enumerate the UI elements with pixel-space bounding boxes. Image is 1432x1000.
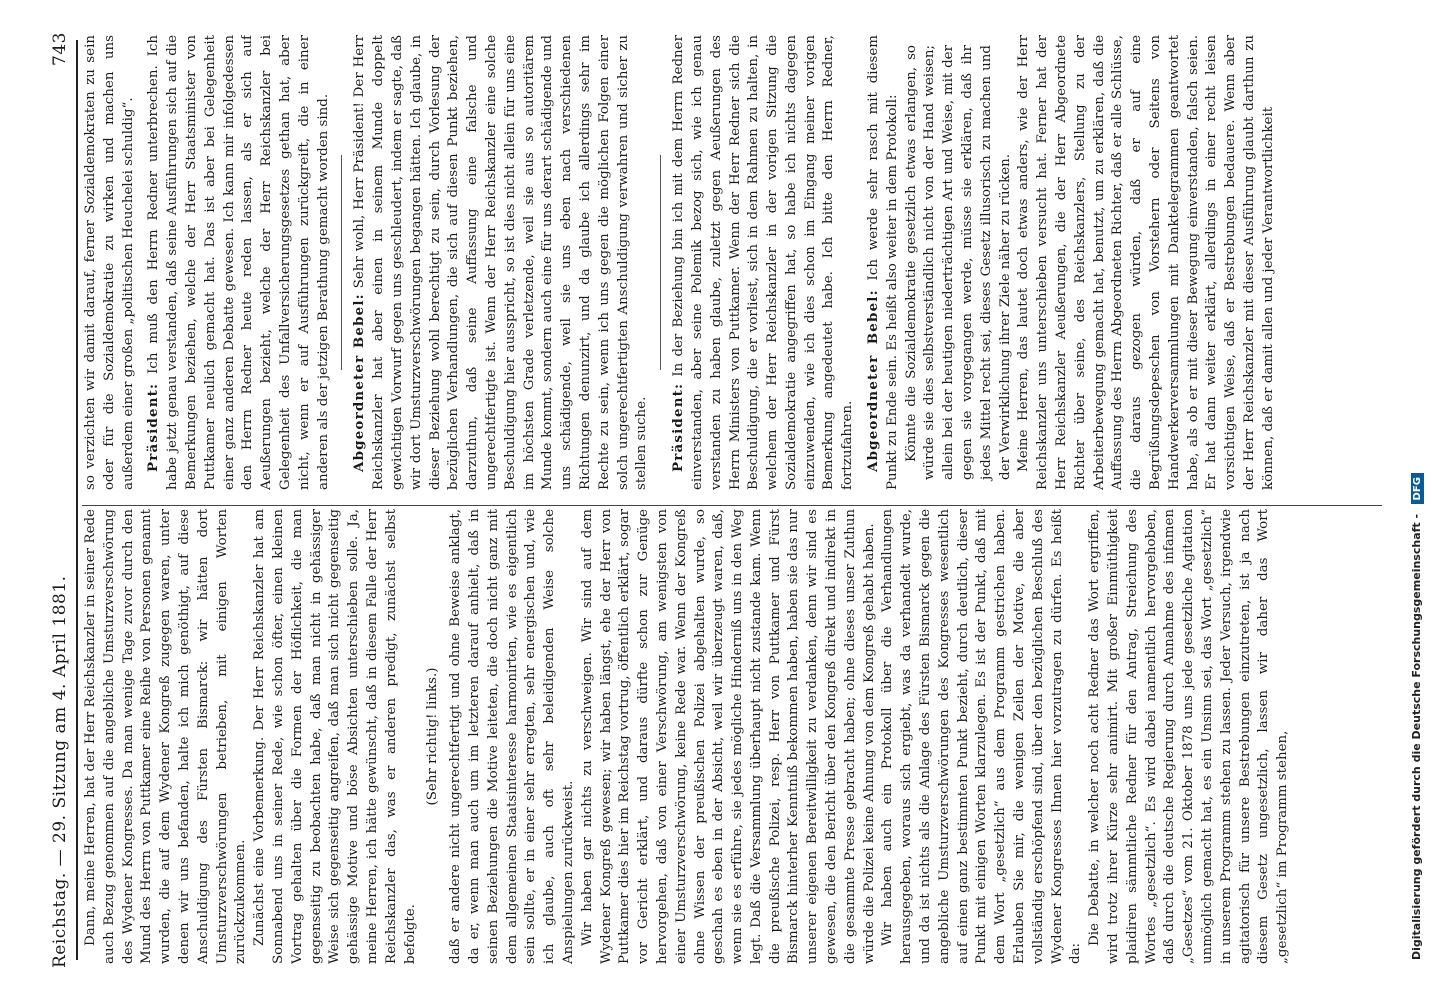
digitization-note-text: Digitalisierung gefördert durch die Deutsche Forschungsgemeinschaft - bbox=[1410, 513, 1423, 960]
speech-paragraph bbox=[669, 35, 858, 490]
quoted-paragraph: Könnte die Sozialdemokratie gesetzlich etwas erlangen, so würde sie dies selbstverständlich nicht von der Hand weisen; allein bei der heutigen niederträchtigen Art und Weise, mit der gegen sie vorgegangen werde, müsse sie erklären, daß ihr jedes Mittel recht sei, dieses Gesetz illusorisch zu machen und der Verwirklichung ihrer Ziele näher zu rücken. bbox=[903, 45, 1013, 480]
body-paragraph: Dann, meine Herren, hat der Herr Reichskanzler in seiner Rede auch Bezug genommen auf die angebliche Umsturzverschwörung des Wydener Kongresses. Da man wenige Tage zuvor durch den Mund des Herrn von Puttkamer eine Reihe von Personen genannt wurden, die auf dem Wydener Kongreß zugegen waren, unter denen wir uns befanden, halte ich mich genöthigt, auf diese Anschuldigung des Fürsten Bismarck: wir hätten dort Umsturzverschwörungen betrieben, mit einigen Worten zurückzukommen. bbox=[83, 509, 249, 964]
header-rule bbox=[76, 40, 78, 960]
running-head: Reichstag. — 29. Sitzung am 4. April 1881. bbox=[50, 575, 70, 968]
speaker-name: Präsident: bbox=[145, 382, 162, 472]
speech-text: In der Beziehung bin ich mit dem Herrn Redner einverstanden, aber seine Polemik bezog sich, wie ich genau verstanden zu haben glaube, zuletzt gegen Aeußerungen des Herrn Ministers von Puttkamer. Wenn der Herr Redner sich die Beschuldigung, die er vorliest, sich in dem Rahmen zu halten, in welchem der Herr Reichskanzler in der vorigen Sitzung die Sozialdemokratie angegriffen hat, so habe ich nichts dagegen einzuwenden, wie ich dies schon im Eingang meiner vorigen Bemerkung angedeutet habe. Ich bitte den Herrn Redner, fortzufahren. bbox=[671, 35, 856, 490]
dfg-logo: DFG bbox=[1411, 473, 1424, 504]
column-separator bbox=[82, 505, 1382, 506]
speaker-name: Präsident: bbox=[670, 382, 687, 472]
speech-paragraph bbox=[144, 35, 333, 490]
digitization-note bbox=[1410, 40, 1424, 960]
speaker-name: Abgeordneter Bebel: bbox=[865, 289, 882, 472]
page-number: 743 bbox=[50, 32, 70, 66]
left-column bbox=[82, 509, 1382, 964]
body-paragraph: Zunächst eine Vorbemerkung. Der Herr Reichskanzler hat am Sonnabend uns in seiner Rede, wie schon öfter, einen kleinen Vortrag gehalten über die Formen der Höflichkeit, die man gegenseitig zu beobachten habe, daß man nicht in gehässiger Weise sich gegenseitig angreifen, daß man sich nicht gegenseitig gehässige Motive und böse Absichten unterschieben solle. Ja, meine Herren, ich hätte gewünscht, daß in diesem Falle der Herr Reichskanzler das, was er anderen predigt, zunächst selbst befolgte. bbox=[252, 509, 418, 964]
speaker-name: Abgeordneter Bebel: bbox=[351, 293, 368, 472]
body-paragraph: Wir haben auch ein Protokoll über die Verhandlungen herausgegeben, woraus sich ergiebt, was da verhandelt wurde, und da ist nichts als die Anlage des Fürsten Bismarck gegen die angebliche Umsturzverschwörungen des Kongresses wesentlich auf einen ganz bestimmten Punkt bezieht, durch deutlich, dieser Punkt mit einigen Worten klarzulegen. Es ist der Punkt, daß mit dem Wort „gesetzlich“ aus dem Programm gestrichen haben. Erlauben Sie mir, die wenigen Zeilen der Motive, die aber vollständig erschöpfend sind, über den bezüglichen Beschluß des Wydener Kongresses Ihnen hier vorzutragen zu dürfen. Es heißt da: bbox=[880, 509, 1084, 964]
body-paragraph: Die Debatte, in welcher noch acht Redner das Wort ergriffen, wird trotz ihrer Kürze sehr animirt. Mit großer Einmüthigkeit plaidiren sämmtliche Redner für den Antrag, Streichung des Wortes „gesetzlich“. Es wird dabei namentlich hervorgehoben, daß durch die deutsche Regierung durch Annahme des infamen „Gesetzes“ vom 21. Oktober 1878 uns jede gesetzliche Agitation unmöglich gemacht hat, es ein Unsinn sei, das Wort „gesetzlich“ in unserem Programm stehen zu lassen. Jeder Versuch, irgendwie agitatorisch für unsere Bestrebungen einzutreten, ist ja nach diesem Gesetz ungesetzlich, lassen wir daher das Wort „gesetzlich“ im Programm stehen, bbox=[1087, 509, 1291, 964]
body-paragraph: Wir haben gar nichts zu verschweigen. Wir sind auf dem Wydener Kongreß gewesen; wir haben längst, ehe der Herr von Puttkamer dies hier im Reichstag vortrug, öffentlich erklärt, sogar vor Gericht erklärt, und daraus dürfte schon zur Genüge hervorgehen, daß von einer Verschwörung, am wenigsten von einer Umsturzverschwörung, keine Rede war. Wenn der Kongreß ohne Wissen der preußischen Polizei abgehalten wurde, so geschah es eben in der Absicht, weil wir überzeugt waren, daß, wenn sie es erführe, sie jedes mögliche Hinderniß uns in den Weg legt. Daß die Versammlung überhaupt nicht zustande kam. Wenn die preußische Polizei, resp. Herr von Puttkamer und Fürst Bismarck hinterher Kenntniß bekommen haben, haben sie das nur unserer eigenen Bereitwilligkeit zu verdanken, denn wir sind es gewesen, die den Bericht über den Kongreß direkt und indirekt in die gesammte Presse gebracht haben; ohne dieses unser Zuthun würde die Polizei keine Ahnung von dem Kongreß gehabt haben. bbox=[579, 509, 877, 964]
body-paragraph: so verzichten wir damit darauf, ferner Sozialdemokraten zu sein oder für die Sozialdemokratie zu wirken und machen uns außerdem einer großen „politischen Heuchelei schuldig“. bbox=[83, 35, 136, 490]
speech-text: Ich werde sehr rasch mit diesem Punkt zu Ende sein. Es heißt also weiter in dem Protokoll: bbox=[866, 35, 900, 490]
interjection: (Sehr richtig! links.) bbox=[425, 667, 441, 806]
right-column bbox=[82, 35, 1382, 490]
speech-paragraph bbox=[350, 35, 652, 490]
speech-paragraph bbox=[864, 35, 903, 490]
body-paragraph: daß er andere nicht ungerechtfertigt und ohne Beweise anklagt, da er, wenn man auch um im letzteren darauf anhielt, daß in seinen Beziehungen die Motive leiteten, die doch nicht ganz mit dem allgemeinen Staatsinteresse harmonirten, wie es eigentlich sein sollte, er in einer sehr erregten, sehr energischen und, wie ich glaube, auch oft sehr beleidigenden Weise solche Anspielungen zurückweist. bbox=[448, 509, 576, 964]
speech-text: Ich muß den Herrn Redner unterbrechen. Ich habe jetzt genau verstanden, daß seine Ausführungen sich auf die Bemerkungen beziehen, welche der Herr Staatsminister von Puttkamer neulich gemacht hat. Das ist aber bei Gelegenheit einer ganz anderen Debatte gewesen. Ich kann mir infolgedessen den Herrn Redner heute reden lassen, als er sich auf Aeußerungen bezieht, welche der Herr Reichskanzler bei Gelegenheit des Unfallversicherungsgesetzes gethan hat, aber nicht, wenn er auf Ausführungen zurückgreift, die in einer anderen als der jetzigen Berathung gemacht worden sind. bbox=[146, 35, 331, 490]
speech-text: Sehr wohl, Herr Präsident! Der Herr Reichskanzler hat aber einen in seinem Munde doppelt gewichtigen Vorwurf gegen uns geschleudert, indem er sagte, daß wir dort Umsturzverschwörungen begangen hätten. Ich glaube, in dieser Beziehung wohl berechtigt zu sein, durch Vorlesung der bezüglichen Verhandlungen, die sich auf diesen Punkt beziehen, darzuthun, daß seine Auffassung eine falsche und ungerechtfertigte ist. Wenn der Herr Reichskanzler eine solche Beschuldigung hier ausspricht, so ist dies nicht allein für uns eine im höchsten Grade verletzende, weil sie aus so autoritärem Munde kommt, sondern auch eine für uns derart schädigende und uns schädigende, weil sie uns eben nach verschiedenen Richtungen denunzirt, und da glaube ich allerdings sehr im Rechte zu sein, wenn ich uns gegen die möglichen Folgen einer solch ungerechtfertigten Anschuldigung verwahren und sicher zu stellen suche. bbox=[352, 35, 650, 490]
body-paragraph: Meine Herren, das lautet doch etwas anders, wie der Herr Reichskanzler uns unterschieben versucht hat. Ferner hat der Herr Reichskanzler Aeußerungen, die der Herr Abgeordnete Richter über seine, des Reichskanzlers, Stellung zu der Arbeiterbewegung gemacht hat, benutzt, um zu erklären, daß die Auffassung des Herrn Abgeordneten Richter, daß er alle Schlüsse, die daraus gezogen würden, daß er auf eine Begrüßungsdepeschen von Vorstehern oder Seitens von Handwerkerversammlungen mit Danktelegrammen geantwortet habe, als ob er mit dieser Bewegung einverstanden, falsch seien. Er hat dann weiter erklärt, allerdings in einer recht leisen vorsichtigen Weise, daß er Bestrebungen bedauere. Wenn aber der Herr Reichskanzler mit dieser Ausführung glaubt darthun zu können, daß er damit allen und jeder Verantwortlichkeit bbox=[1016, 35, 1276, 490]
section-rule bbox=[660, 155, 661, 370]
page-header bbox=[44, 20, 74, 980]
section-rule bbox=[341, 155, 342, 370]
